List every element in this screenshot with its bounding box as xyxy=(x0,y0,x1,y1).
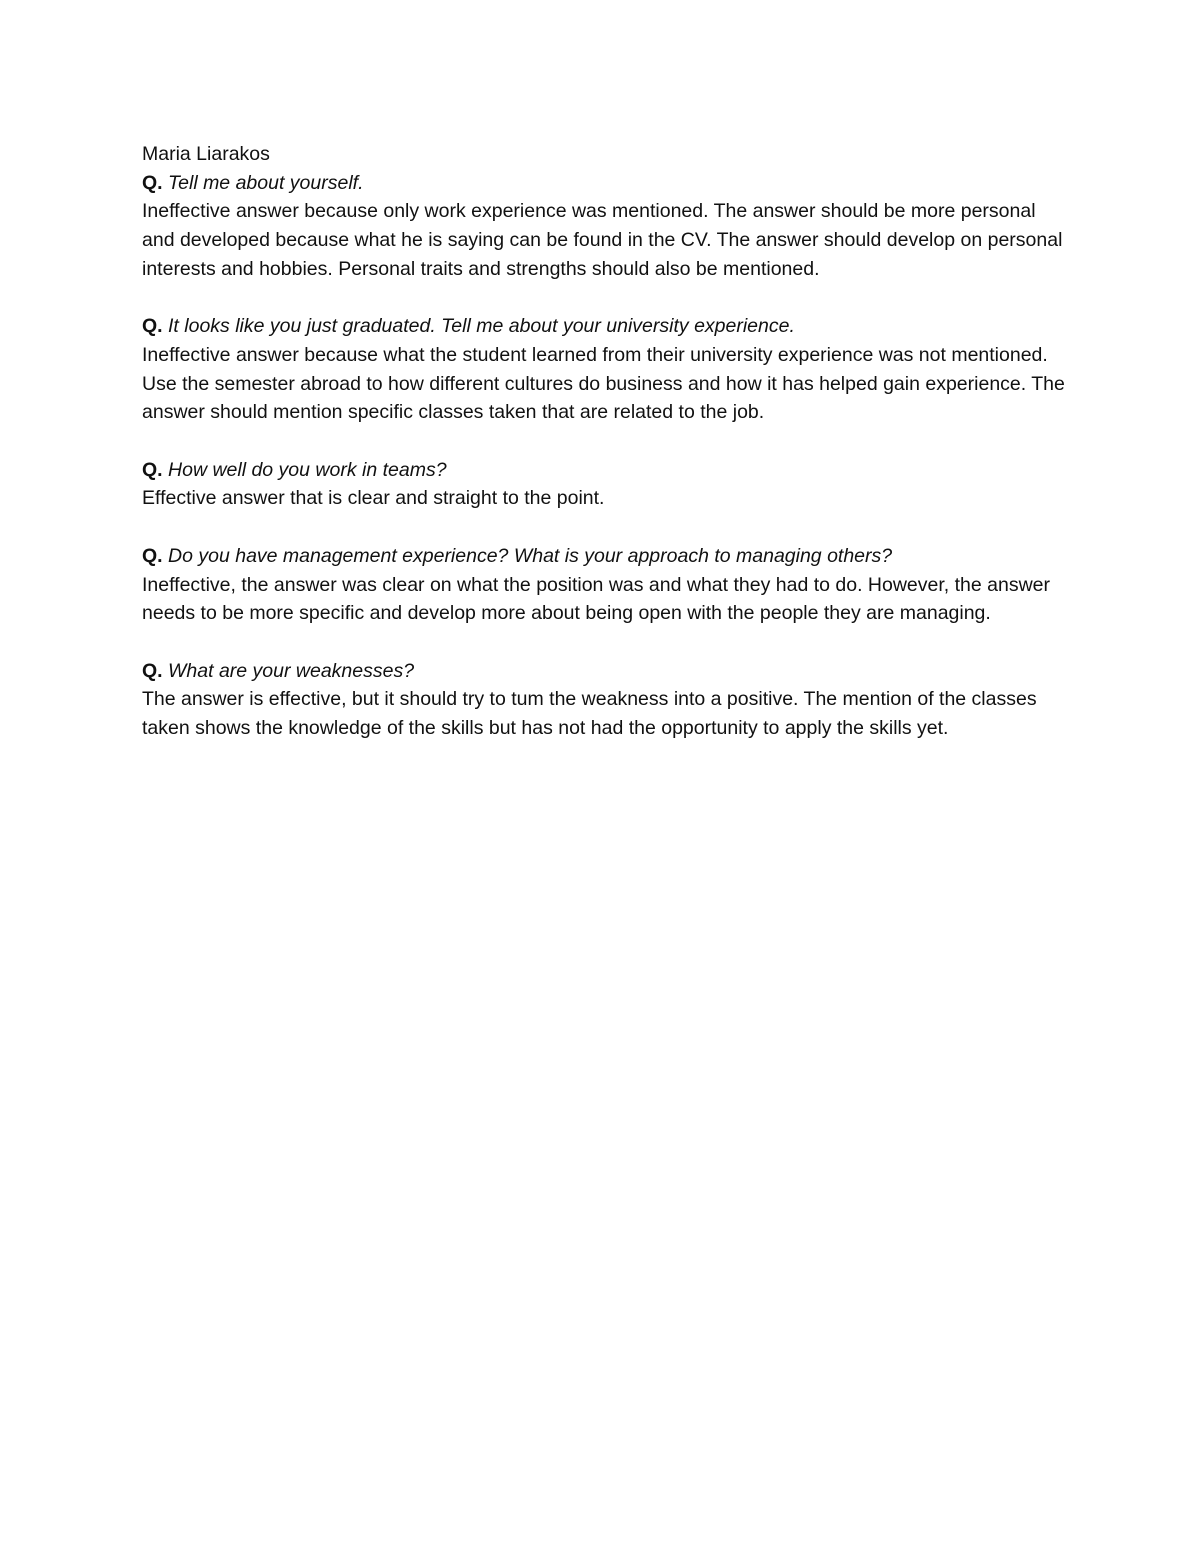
question-label: Q. xyxy=(142,544,163,567)
qa-item-1 xyxy=(142,169,1072,284)
qa-item-4 xyxy=(142,542,1072,628)
question-line xyxy=(142,456,1072,485)
question-text: Do you have management experience? What is your approach to managing others? xyxy=(168,544,893,567)
answer-text: Ineffective answer because what the student learned from their university experience was not mentioned. Use the semester abroad to how different cultures do business and how it has helped gain experience. The answer should mention specific classes taken that are related to the job. xyxy=(142,343,1065,424)
question-label: Q. xyxy=(142,315,163,338)
document-body xyxy=(142,140,1072,771)
qa-item-3 xyxy=(142,456,1072,513)
question-text: What are your weaknesses? xyxy=(168,659,415,682)
question-label: Q. xyxy=(142,458,163,481)
question-text: Tell me about yourself. xyxy=(168,171,364,194)
question-line xyxy=(142,542,1072,571)
question-label: Q. xyxy=(142,659,163,682)
answer-text: Ineffective, the answer was clear on what the position was and what they had to do. However, the answer needs to be more specific and develop more about being open with the people they are managing. xyxy=(142,573,1050,625)
question-line xyxy=(142,169,1072,198)
answer-text: The answer is effective, but it should try to tum the weakness into a positive. The mention of the classes taken shows the knowledge of the skills but has not had the opportunity to apply the skills yet. xyxy=(142,688,1037,739)
author-name: Maria Liarakos xyxy=(142,143,270,165)
question-text: It looks like you just graduated. Tell me about your university experience. xyxy=(168,315,795,338)
answer-text: Effective answer that is clear and straight to the point. xyxy=(142,487,605,510)
question-line xyxy=(142,657,1072,686)
qa-item-2 xyxy=(142,312,1072,427)
question-line xyxy=(142,312,1072,341)
question-text: How well do you work in teams? xyxy=(168,458,447,481)
answer-text: Ineffective answer because only work experience was mentioned. The answer should be more personal and developed because what he is saying can be found in the CV. The answer should develop on personal interests and hobbies. Personal traits and strengths should also be mentioned. xyxy=(142,200,1063,280)
qa-item-5 xyxy=(142,657,1072,743)
question-label: Q. xyxy=(142,171,163,194)
